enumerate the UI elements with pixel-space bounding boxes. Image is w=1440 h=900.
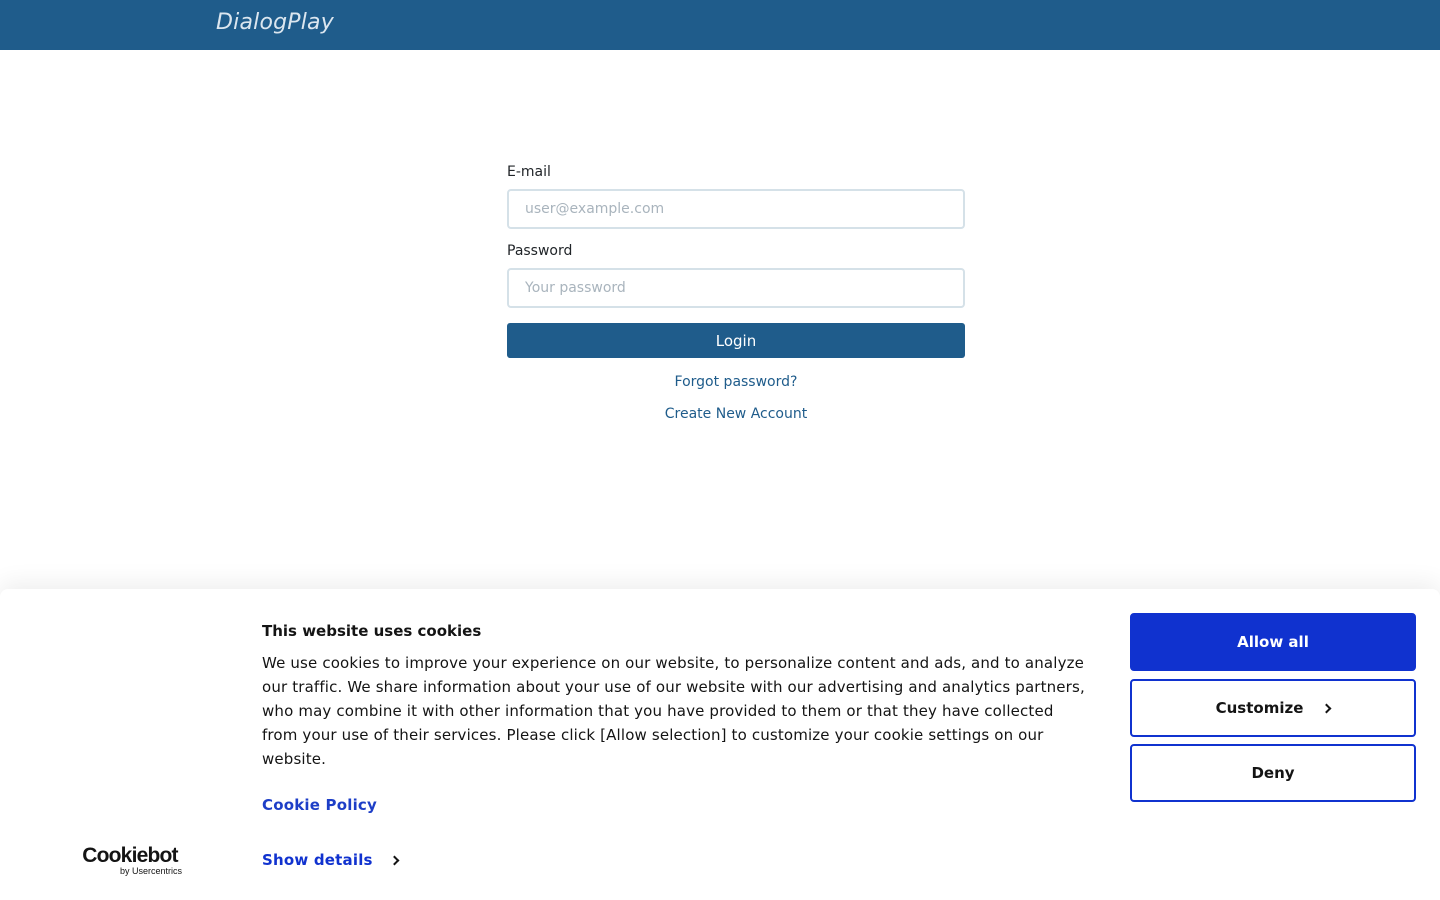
show-details-link[interactable] [262,851,398,869]
email-input[interactable] [507,189,965,229]
customize-button[interactable] [1130,679,1416,737]
chevron-right-icon [389,856,399,866]
brand-logo[interactable]: DialogPlay [216,10,334,35]
deny-button[interactable] [1130,744,1416,802]
email-label: E-mail [507,164,551,180]
deny-label: Deny [1251,764,1295,782]
allow-all-button[interactable] [1130,613,1416,671]
show-details-label: Show details [262,851,373,869]
cookiebot-logo-subtext: by Usercentrics [119,866,182,876]
cookie-policy-link[interactable]: Cookie Policy [262,796,377,814]
cookiebot-logo [78,845,182,876]
allow-all-label: Allow all [1237,633,1309,651]
forgot-password-link[interactable]: Forgot password? [674,374,798,390]
chevron-right-icon [1322,704,1332,714]
top-navbar [0,0,1440,50]
cookie-banner [0,589,1440,900]
customize-label: Customize [1215,699,1304,717]
cookie-description: We use cookies to improve your experience on our website, to personalize content and ads, and to analyze our traffic. We share information about your use of our website with our advertising and analytics partners, who may combine it with other information that you have provided to them or that they have collected from your use of their services. Please click [Allow selection] to customize your cookie settings on our website. [262,654,1085,768]
login-button[interactable]: Login [507,323,965,358]
cookie-title: This website uses cookies [262,622,482,640]
password-label: Password [507,243,573,259]
password-group [507,243,965,308]
email-group [507,164,965,229]
create-account-link[interactable]: Create New Account [664,406,808,422]
cookiebot-logo-text: Cookiebot [82,844,178,867]
password-input[interactable] [507,268,965,308]
login-form [507,164,965,422]
